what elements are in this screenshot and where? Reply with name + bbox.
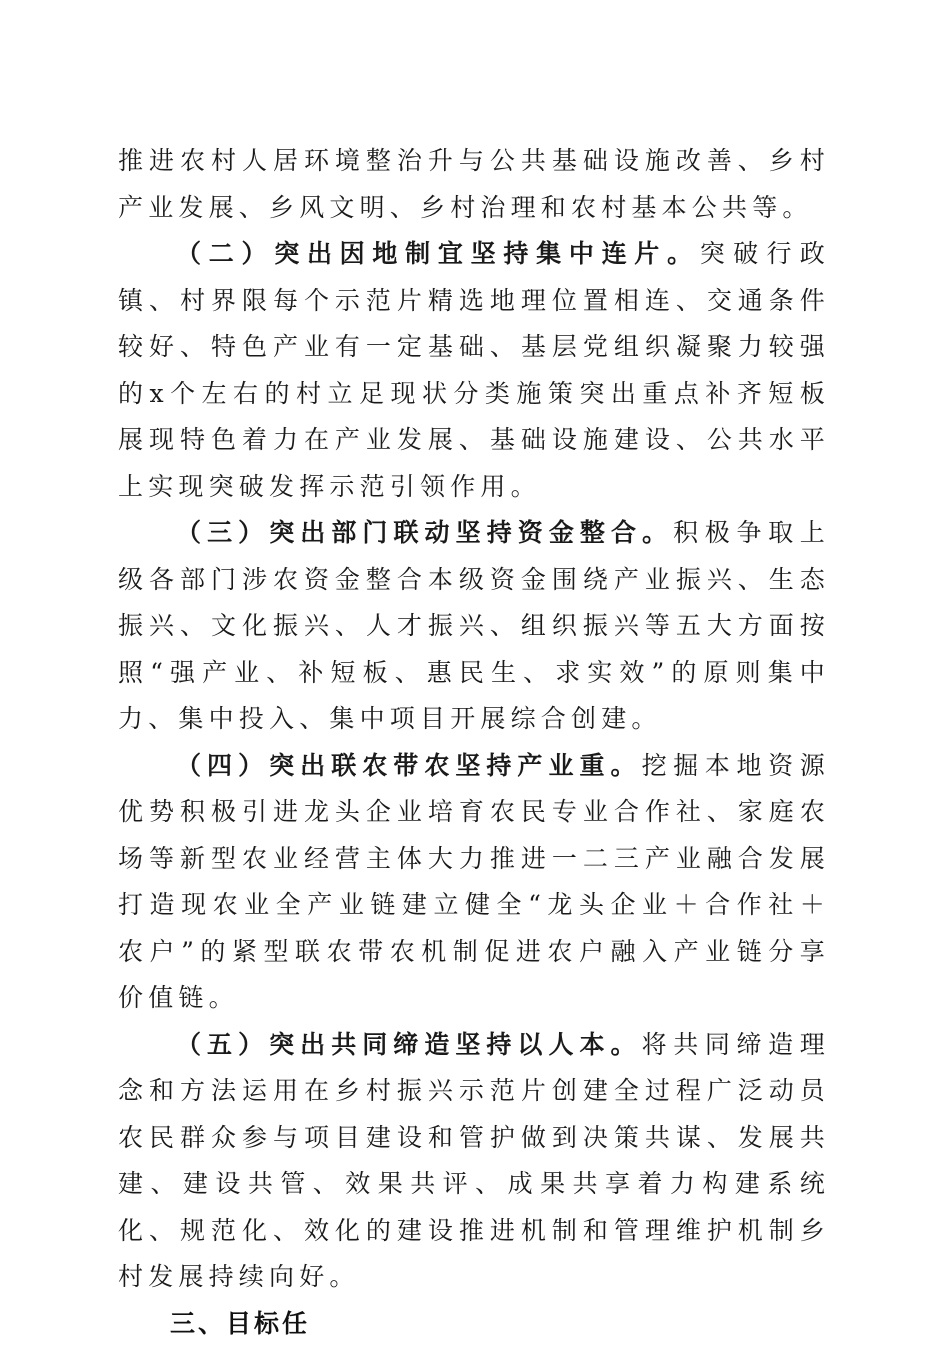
paragraph-heading: （三）突出部门联动坚持资金整合。 bbox=[176, 518, 673, 547]
paragraph-section-3 bbox=[118, 510, 830, 743]
paragraph-body: 挖掘本地资源优势积极引进龙头企业培育农民专业合作社、家庭农场等新型农业经营主体大力推进一二三产业融合发展打造现农业全产业链建立健全“龙头企业＋合作社＋农户”的紧型联农带农机制促进农户融入产业链分享价值链。 bbox=[118, 751, 830, 1013]
document-body bbox=[118, 138, 830, 1347]
paragraph-heading: （二）突出因地制宜坚持集中连片。 bbox=[176, 239, 700, 268]
paragraph-body: 将共同缔造理念和方法运用在乡村振兴示范片创建全过程广泛动员农民群众参与项目建设和管护做到决策共谋、发展共建、建设共管、效果共评、成果共享着力构建系统化、规范化、效化的建设推进机制和管理维护机制乡村发展持续向好。 bbox=[118, 1030, 830, 1292]
paragraph-heading: （五）突出共同缔造坚持以人本。 bbox=[176, 1030, 642, 1059]
paragraph-section-2 bbox=[118, 231, 830, 510]
paragraph-body: 积极争取上级各部门涉农资金整合本级资金围绕产业振兴、生态振兴、文化振兴、人才振兴、组织振兴等五大方面按照“强产业、补短板、惠民生、求实效”的原则集中力、集中投入、集中项目开展综合创建。 bbox=[118, 518, 830, 733]
paragraph-section-5 bbox=[118, 1022, 830, 1301]
opening-paragraph: 推进农村人居环境整治升与公共基础设施改善、乡村产业发展、乡风文明、乡村治理和农村基本公共等。 bbox=[118, 138, 830, 231]
section-title: 三、目标任 bbox=[118, 1301, 830, 1347]
paragraph-section-4 bbox=[118, 743, 830, 1022]
paragraph-heading: （四）突出联农带农坚持产业重。 bbox=[176, 751, 642, 780]
paragraph-body: 突破行政镇、村界限每个示范片精选地理位置相连、交通条件较好、特色产业有一定基础、基层党组织凝聚力较强的x个左右的村立足现状分类施策突出重点补齐短板展现特色着力在产业发展、基础设施建设、公共水平上实现突破发挥示范引领作用。 bbox=[118, 239, 830, 501]
